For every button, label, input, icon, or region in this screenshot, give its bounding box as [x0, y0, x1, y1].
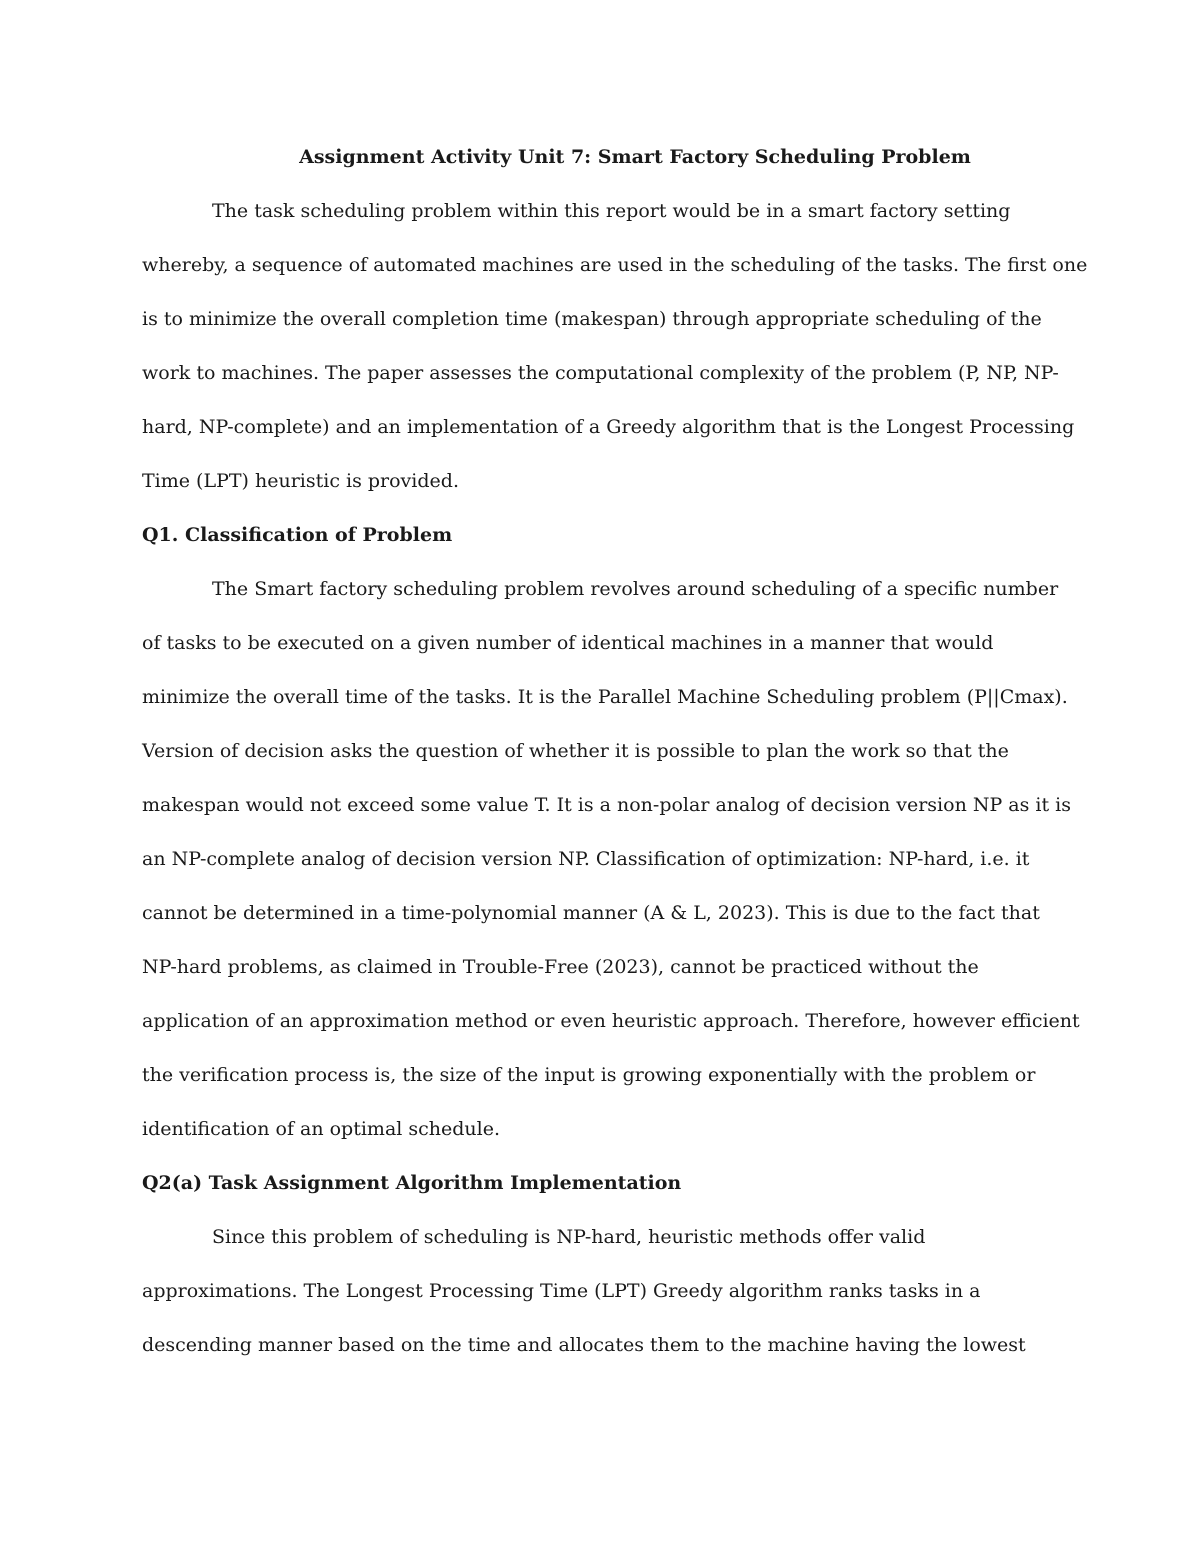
q2a-line-1: Since this problem of scheduling is NP-hard, heuristic methods offer valid [212, 1226, 926, 1248]
q1-line-8: NP-hard problems, as claimed in Trouble-Free (2023), cannot be practiced without the [142, 956, 979, 978]
intro-line-4: work to machines. The paper assesses the computational complexity of the problem (P, NP, NP- [142, 362, 1059, 384]
q1-line-9: application of an approximation method or even heuristic approach. Therefore, however efficient [142, 1010, 1080, 1032]
q2a-line-3: descending manner based on the time and allocates them to the machine having the lowest [142, 1334, 1026, 1356]
intro-line-2: whereby, a sequence of automated machines are used in the scheduling of the tasks. The first one [142, 254, 1088, 276]
q2a-line-2: approximations. The Longest Processing Time (LPT) Greedy algorithm ranks tasks in a [142, 1280, 981, 1302]
q1-line-10: the verification process is, the size of the input is growing exponentially with the problem or [142, 1064, 1036, 1086]
q1-line-4: Version of decision asks the question of whether it is possible to plan the work so that the [142, 740, 1009, 762]
section-heading-q2a: Q2(a) Task Assignment Algorithm Implementation [142, 1172, 682, 1194]
intro-line-3: is to minimize the overall completion time (makespan) through appropriate scheduling of the [142, 308, 1042, 330]
intro-line-1: The task scheduling problem within this report would be in a smart factory setting [212, 200, 1011, 222]
intro-line-5: hard, NP-complete) and an implementation of a Greedy algorithm that is the Longest Processing [142, 416, 1075, 438]
section-heading-q1: Q1. Classification of Problem [142, 524, 453, 546]
q1-line-3: minimize the overall time of the tasks. It is the Parallel Machine Scheduling problem (P||Cmax). [142, 686, 1068, 708]
q1-line-1: The Smart factory scheduling problem revolves around scheduling of a specific number [212, 578, 1059, 600]
page-title: Assignment Activity Unit 7: Smart Factory Scheduling Problem [299, 146, 971, 168]
q1-line-2: of tasks to be executed on a given number of identical machines in a manner that would [142, 632, 994, 654]
q1-line-5: makespan would not exceed some value T. It is a non-polar analog of decision version NP as it is [142, 794, 1071, 816]
q1-line-11: identification of an optimal schedule. [142, 1118, 501, 1140]
q1-line-6: an NP-complete analog of decision version NP. Classification of optimization: NP-hard, i.e. it [142, 848, 1030, 870]
intro-line-6: Time (LPT) heuristic is provided. [142, 470, 459, 492]
q1-line-7: cannot be determined in a time-polynomial manner (A & L, 2023). This is due to the fact that [142, 902, 1040, 924]
